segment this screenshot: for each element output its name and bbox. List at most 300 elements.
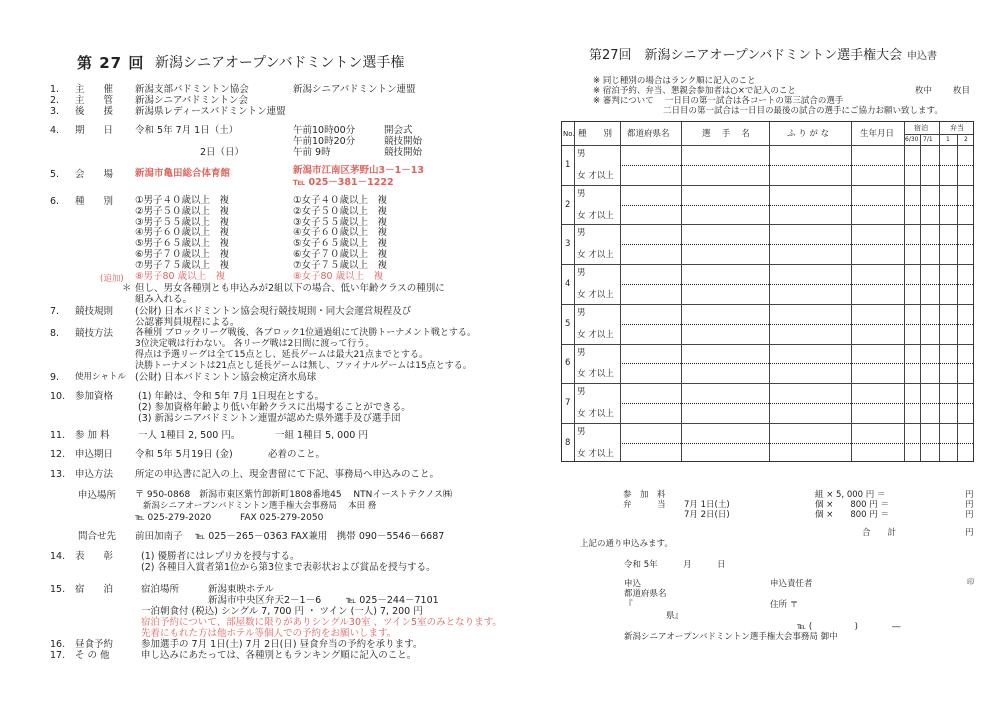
bento-day2-input[interactable] — [957, 185, 975, 205]
hotel-price: 一泊朝食付 (税込) シングル 7, 700 円 ・ ツイン (一人) 7, 200 円 — [141, 606, 423, 617]
birthdate-input[interactable] — [851, 423, 904, 443]
bento-day1-unit: 円 — [965, 500, 974, 510]
bento-day2-input[interactable] — [957, 344, 975, 364]
entry-row — [562, 383, 973, 423]
bento-day2-unit: 円 — [965, 510, 974, 520]
row-number: 7 — [565, 398, 571, 409]
prefecture-input[interactable] — [620, 205, 681, 225]
birthdate-input[interactable] — [851, 244, 904, 264]
lodging-0630-input[interactable] — [904, 423, 920, 443]
rules-line: 公認審判員規程による。 — [135, 317, 240, 328]
instruction: ※ 宿泊予約、弁当、懇親会参加者は○×で記入のこと — [593, 86, 796, 96]
hotel-address: 新潟市中央区弁天2－1－6 — [208, 595, 322, 606]
item-num: 8. — [50, 328, 60, 339]
row-number: 6 — [565, 358, 571, 369]
other-note: 申し込みにあたっては、各種別ともランキング順に記入のこと。 — [141, 650, 417, 661]
bento-day2-input[interactable] — [957, 145, 975, 165]
entry-row — [562, 264, 973, 304]
application-place-label: 申込場所 — [78, 490, 117, 501]
bento-day2-input[interactable] — [957, 363, 975, 383]
lodging-0630-input[interactable] — [904, 344, 920, 364]
male-label: 男 — [577, 347, 586, 358]
event: 競技開始 — [384, 136, 423, 147]
header-lodging: 宿泊 — [914, 124, 928, 132]
organizer-2: 新潟シニアバドミントン連盟 — [293, 84, 416, 95]
hotel-name: 新潟東映ホテル — [208, 584, 275, 595]
lodging-0701-input[interactable] — [920, 403, 939, 423]
header-bento-day2: 2 — [964, 136, 968, 143]
furigana-input[interactable] — [769, 383, 851, 403]
instruction-continued: 二日目の第一試合は一日目の最後の試合の選手にご協力お願い致します。 — [663, 106, 943, 116]
bento-day2-input[interactable] — [957, 383, 975, 403]
item-num: 15. — [50, 584, 66, 595]
lodging-0630-input[interactable] — [904, 165, 920, 185]
category: ⑥女子７０歳以上 複 — [293, 248, 388, 260]
entry-fee-calc: 組 × 5, 000 円 ＝ — [815, 490, 886, 500]
bento-day1-input[interactable] — [939, 324, 957, 344]
male-label: 男 — [577, 149, 586, 159]
bento-day1-input[interactable] — [939, 363, 957, 383]
added-label: (追加) — [100, 274, 124, 284]
item-label: 使用シャトル — [75, 372, 126, 382]
birthdate-input[interactable] — [851, 185, 904, 205]
event: 開会式 — [384, 125, 413, 136]
male-label: 男 — [577, 268, 586, 279]
category: ②女子５０歳以上 複 — [293, 205, 388, 217]
item-label: 競技方法 — [75, 328, 114, 339]
entry-row — [562, 224, 973, 264]
event: 競技開始 — [384, 147, 423, 158]
instruction: ※ 審判について 一日目の第一試合は各コートの第三試合の選手 — [593, 96, 844, 106]
category: ④男子６０歳以上 複 — [135, 227, 230, 239]
player-name-input[interactable] — [681, 443, 769, 463]
prefecture-input[interactable] — [620, 403, 681, 423]
header-bento-day1: 1 — [946, 136, 950, 143]
item-label: 表 彰 — [75, 551, 114, 562]
prefecture-input[interactable] — [620, 443, 681, 463]
header-lodging-0701: 7/1 — [923, 136, 933, 143]
player-name-input[interactable] — [681, 403, 769, 423]
header-bento: 弁当 — [950, 124, 964, 132]
item-label: 参加資格 — [75, 391, 114, 402]
item-label: 競技規則 — [75, 306, 114, 317]
prefecture-input[interactable] — [620, 324, 681, 344]
method-line: 決勝トーナメントは21点とし延長ゲームは無し、ファイナルゲームは15点とする。 — [135, 361, 472, 371]
instruction: ※ 同じ種別の場合はランク順に記入のこと — [593, 76, 756, 86]
entry-table — [561, 121, 974, 462]
birthdate-input[interactable] — [851, 443, 904, 463]
application-tel: ℡ 025-279-2020 — [135, 513, 212, 523]
bento-day1-input[interactable] — [939, 244, 957, 264]
bento-day2-input[interactable] — [957, 284, 975, 304]
bento-day1-input[interactable] — [939, 403, 957, 423]
male-label: 男 — [577, 426, 586, 437]
prefecture-input[interactable] — [620, 185, 681, 205]
lodging-0630-input[interactable] — [904, 264, 920, 284]
entry-row — [562, 423, 973, 463]
bento-day2-input[interactable] — [957, 244, 975, 264]
bento-day1-input[interactable] — [939, 205, 957, 225]
bento-day2-input[interactable] — [957, 423, 975, 443]
category: ③男子５５歳以上 複 — [135, 216, 230, 228]
category: ①男子４０歳以上 複 — [135, 195, 230, 206]
lodging-0630-input[interactable] — [904, 185, 920, 205]
addressee: 新潟シニアオープンバドミントン選手権大会事務局 御中 — [624, 632, 838, 642]
lodging-0630-input[interactable] — [904, 324, 920, 344]
bento-day2-input[interactable] — [957, 403, 975, 423]
birthdate-input[interactable] — [851, 224, 904, 244]
venue: 新潟市亀田総合体育館 — [135, 168, 231, 179]
furigana-input[interactable] — [769, 403, 851, 423]
header-birthdate: 生年月日 — [860, 129, 895, 139]
lodging-0701-input[interactable] — [920, 244, 939, 264]
time: 午前10時00分 — [293, 125, 356, 136]
furigana-input[interactable] — [769, 443, 851, 463]
female-age-label: 女 才以上 — [577, 170, 614, 181]
entry-row — [562, 304, 973, 344]
item-num: 9. — [50, 372, 60, 383]
female-age-label: 女 才以上 — [577, 329, 614, 340]
total-label: 合 計 — [862, 528, 897, 538]
phone-field: ℡ ( ) ― — [797, 622, 901, 632]
entry-fee-unit: 円 — [965, 490, 974, 500]
player-name-input[interactable] — [681, 344, 769, 364]
birthdate-input[interactable] — [851, 403, 904, 423]
seal-mark: 印 — [967, 578, 974, 586]
birthdate-input[interactable] — [851, 344, 904, 364]
birthdate-input[interactable] — [851, 165, 904, 185]
lunch-reservation: 参加選手の 7月 1日(土) 7月 2日(日) 昼食弁当の予約を承ります。 — [141, 639, 423, 650]
lodging-notice-2: 先着にもれた方は他ホテル等個人での予約をお願いします。 — [141, 628, 397, 639]
birthdate-input[interactable] — [851, 363, 904, 383]
birthdate-input[interactable] — [851, 324, 904, 344]
lodging-0630-input[interactable] — [904, 205, 920, 225]
item-label: 申込方法 — [75, 469, 114, 480]
bento-day1-input[interactable] — [939, 344, 957, 364]
lodging-0701-input[interactable] — [920, 264, 939, 284]
furigana-input[interactable] — [769, 224, 851, 244]
category-note: 但し、男女各種別とも申込みが2組以下の場合、低い年齢クラスの種別に — [135, 283, 445, 294]
furigana-input[interactable] — [769, 304, 851, 324]
men-categories — [135, 196, 229, 272]
furigana-input[interactable] — [769, 344, 851, 364]
venue-tel: ℡ 025－381－1222 — [293, 177, 394, 188]
prefecture-input[interactable] — [620, 244, 681, 264]
lodging-0701-input[interactable] — [920, 324, 939, 344]
row-number: 1 — [565, 159, 571, 170]
lodging-0630-input[interactable] — [904, 363, 920, 383]
prefecture-input[interactable] — [620, 165, 681, 185]
item-num: 2. — [50, 95, 60, 106]
application-office: 新潟シニアオープンバドミントン選手権大会事務局 本田 務 — [143, 501, 377, 511]
furigana-input[interactable] — [769, 423, 851, 443]
rules-line: (公財) 日本バドミントン協会現行競技規則・同大会運営規程及び — [135, 306, 412, 317]
time: 午前10時20分 — [293, 136, 356, 147]
player-name-input[interactable] — [681, 224, 769, 244]
bento-day2-input[interactable] — [957, 443, 975, 463]
item-label: 会 場 — [75, 169, 114, 180]
player-name-input[interactable] — [681, 145, 769, 165]
added-women-category: ⑧女子80 歳以上 複 — [293, 271, 384, 282]
lodging-0701-input[interactable] — [920, 344, 939, 364]
item-label: 宿 泊 — [75, 584, 114, 595]
item-label: 昼食予約 — [75, 639, 114, 650]
responsible-person-label: 申込責任者 — [770, 579, 813, 589]
player-name-input[interactable] — [681, 304, 769, 324]
furigana-input[interactable] — [769, 145, 851, 165]
prefecture-input[interactable] — [620, 363, 681, 383]
bento-day2-input[interactable] — [957, 205, 975, 225]
bento-day1-calc: 個 × 800 円 ＝ — [815, 500, 889, 510]
player-name-input[interactable] — [681, 244, 769, 264]
prefecture-input[interactable] — [620, 304, 681, 324]
category: ⑦男子７５歳以上 複 — [135, 259, 230, 271]
furigana-input[interactable] — [769, 264, 851, 284]
application-statement: 上記の通り申込みます。 — [580, 539, 673, 549]
female-age-label: 女 才以上 — [577, 369, 614, 380]
entry-row — [562, 145, 973, 185]
item-label: 期 日 — [75, 125, 114, 136]
lodging-notice: 宿泊予約について、部屋数に限りがありシングル30室 、ツイン5室のみとなります。 — [141, 617, 502, 628]
bento-day2-input[interactable] — [957, 304, 975, 324]
eligibility-line: (1) 年齢は、令和 5年 7月 1日現在とする。 — [138, 391, 325, 402]
item-num: 12. — [50, 449, 66, 460]
item-num: 1. — [50, 84, 60, 95]
prefecture-input[interactable] — [620, 383, 681, 403]
male-label: 男 — [577, 307, 586, 318]
category: ②男子５０歳以上 複 — [135, 205, 230, 217]
player-name-input[interactable] — [681, 423, 769, 443]
header-category: 種 別 — [578, 129, 613, 139]
item-num: 17. — [50, 650, 66, 661]
form-title: 第27回 新潟シニアオープンバドミントン選手権大会 — [589, 48, 903, 63]
lodging-0701-input[interactable] — [920, 383, 939, 403]
bento-day1: 7月 1日(土) — [684, 500, 730, 510]
lodging-0701-input[interactable] — [920, 185, 939, 205]
bento-day1-input[interactable] — [939, 224, 957, 244]
furigana-input[interactable] — [769, 244, 851, 264]
form-title-suffix: 申込書 — [907, 51, 937, 62]
date-day1: 令和 5年 7月 1日（土） — [135, 125, 239, 136]
fee-pair: 一組 1種目 5, 000 円 — [275, 430, 368, 441]
lodging-0630-input[interactable] — [904, 284, 920, 304]
deadline: 令和 5年 5月19日 (金) — [135, 449, 233, 460]
method-line: 3位決定戦は行わない。 各リーグ戦は2日間に渡って行う。 — [135, 339, 375, 349]
item-num: 5. — [50, 169, 60, 180]
item-label: そ の 他 — [75, 650, 110, 661]
row-number: 3 — [565, 239, 571, 250]
item-num: 3. — [50, 106, 60, 117]
player-name-input[interactable] — [681, 324, 769, 344]
prefecture-input[interactable] — [620, 145, 681, 165]
eligibility-line: (3) 新潟シニアバドミントン連盟が認めた県外選手及び選手団 — [138, 413, 401, 424]
prefecture-input[interactable] — [620, 284, 681, 304]
fee-single: 一人 1種目 2, 500 円。 — [138, 430, 241, 441]
player-name-input[interactable] — [681, 165, 769, 185]
bento-day2-input[interactable] — [957, 165, 975, 185]
tournament-edition: 第 27 回 — [77, 54, 145, 72]
item-num: 4. — [50, 125, 60, 136]
category: ⑤女子６５歳以上 複 — [293, 238, 388, 250]
award-line: (1) 優勝者にはレプリカを授与する。 — [141, 551, 300, 562]
row-number: 2 — [565, 199, 571, 210]
row-number: 8 — [565, 437, 571, 448]
category: ⑤男子６５歳以上 複 — [135, 238, 230, 250]
time: 午前 9時 — [293, 147, 331, 158]
furigana-input[interactable] — [769, 363, 851, 383]
total-unit: 円 — [965, 528, 974, 538]
lodging-0701-input[interactable] — [920, 443, 939, 463]
lodging-0701-input[interactable] — [920, 304, 939, 324]
row-number: 5 — [565, 318, 571, 329]
address-label: 住所 〒 — [770, 600, 799, 610]
lodging-place-label: 宿泊場所 — [141, 584, 180, 595]
item-label: 後 援 — [75, 106, 114, 117]
player-name-input[interactable] — [681, 284, 769, 304]
bento-label: 弁 当 — [623, 500, 666, 510]
method-line: 得点は予選リーグは全て15点とし、延長ゲームは最大21点までとする。 — [135, 350, 428, 360]
prefecture-input[interactable] — [620, 344, 681, 364]
manager: 新潟シニアバドミントン会 — [135, 95, 249, 106]
lodging-0701-input[interactable] — [920, 224, 939, 244]
application-address: 〒 950-0868 新潟市東区紫竹卸新町1808番地45 NTNイーストテクノス㈱ — [135, 490, 453, 500]
furigana-input[interactable] — [769, 284, 851, 304]
entry-row — [562, 185, 973, 225]
contact-label: 問合せ先 — [78, 531, 117, 542]
furigana-input[interactable] — [769, 185, 851, 205]
female-age-label: 女 才以上 — [577, 409, 614, 420]
bento-day1-input[interactable] — [939, 423, 957, 443]
sheet-number-label: 枚目 — [953, 86, 971, 96]
prefecture-bracket-open: 『 — [624, 600, 633, 610]
item-num: 10. — [50, 391, 66, 402]
lodging-0701-input[interactable] — [920, 423, 939, 443]
lodging-0630-input[interactable] — [904, 403, 920, 423]
category: ③女子５５歳以上 複 — [293, 216, 388, 228]
female-age-label: 女 才以上 — [577, 289, 614, 300]
note-mark: ＊ — [122, 283, 132, 294]
bento-day2-input[interactable] — [957, 324, 975, 344]
female-age-label: 女 才以上 — [577, 250, 614, 261]
header-no: No. — [563, 130, 575, 138]
award-line: (2) 各種目入賞者第1位から第3位まで表彰状および賞品を授与する。 — [141, 562, 436, 573]
bento-day1-input[interactable] — [939, 383, 957, 403]
item-label: 種 別 — [75, 196, 114, 207]
bento-day1-input[interactable] — [939, 264, 957, 284]
lodging-0630-input[interactable] — [904, 244, 920, 264]
hotel-tel: ℡ 025－244－7101 — [346, 595, 439, 606]
player-name-input[interactable] — [681, 185, 769, 205]
added-men-category: ⑧男子80 歳以上 複 — [135, 271, 226, 282]
bento-day1-input[interactable] — [939, 284, 957, 304]
eligibility-line: (2) 参加資格年齢より低い年齢クラスに出場することができる。 — [138, 402, 411, 413]
organizer: 新潟支部バドミントン協会 — [135, 84, 249, 95]
furigana-input[interactable] — [769, 205, 851, 225]
bento-day1-input[interactable] — [939, 145, 957, 165]
prefecture-bracket-close: 県』 — [666, 611, 684, 621]
item-num: 14. — [50, 551, 66, 562]
bento-day2-input[interactable] — [957, 224, 975, 244]
tournament-title: 新潟シニアオープンバドミントン選手権 — [155, 55, 405, 71]
row-number: 4 — [565, 278, 571, 289]
birthdate-input[interactable] — [851, 145, 904, 165]
item-label: 主 催 — [75, 84, 114, 95]
lodging-0630-input[interactable] — [904, 443, 920, 463]
item-label: 主 管 — [75, 95, 114, 106]
item-num: 6. — [50, 196, 60, 207]
male-label: 男 — [577, 387, 586, 398]
item-label: 申込期日 — [75, 449, 114, 460]
player-name-input[interactable] — [681, 205, 769, 225]
female-age-label: 女 才以上 — [577, 448, 614, 459]
bento-day1-input[interactable] — [939, 443, 957, 463]
bento-day1-input[interactable] — [939, 304, 957, 324]
application-fax: FAX 025-279-2050 — [240, 513, 324, 523]
item-label: 参 加 料 — [75, 430, 110, 441]
birthdate-input[interactable] — [851, 264, 904, 284]
player-name-input[interactable] — [681, 363, 769, 383]
lodging-0701-input[interactable] — [920, 205, 939, 225]
prefecture-label: 都道府県名 — [624, 589, 667, 599]
bento-day2-input[interactable] — [957, 264, 975, 284]
category: ④女子６０歳以上 複 — [293, 227, 388, 239]
category: ⑥男子７０歳以上 複 — [135, 248, 230, 260]
furigana-input[interactable] — [769, 324, 851, 344]
category: ①女子４０歳以上 複 — [293, 195, 388, 206]
prefecture-input[interactable] — [620, 224, 681, 244]
item-num: 11. — [50, 430, 66, 441]
birthdate-input[interactable] — [851, 304, 904, 324]
bento-day1-input[interactable] — [939, 165, 957, 185]
item-num: 16. — [50, 639, 66, 650]
method-line: 各種別 ブロックリーグ戦後、各ブロック1位通過組にて決勝トーナメント戦とする。 — [135, 328, 476, 338]
bento-day2-calc: 個 × 800 円 ＝ — [815, 510, 889, 520]
prefecture-input[interactable] — [620, 264, 681, 284]
lodging-0701-input[interactable] — [920, 363, 939, 383]
lodging-0630-input[interactable] — [904, 304, 920, 324]
item-num: 13. — [50, 469, 66, 480]
venue-address: 新潟市江南区茅野山3－1－13 — [293, 165, 424, 176]
sheet-count-label: 枚中 — [915, 86, 933, 96]
application-method: 所定の申込書に記入の上、現金書留にて下記、事務局へ申込みのこと。 — [135, 469, 440, 480]
birthdate-input[interactable] — [851, 205, 904, 225]
entry-fee-label: 参 加 料 — [623, 490, 666, 500]
header-prefecture: 都道府県名 — [627, 129, 670, 139]
applicant-label: 申込 — [624, 579, 642, 589]
lodging-0701-input[interactable] — [920, 165, 939, 185]
lodging-0701-input[interactable] — [920, 145, 939, 165]
header-lodging-0630: 6/30 — [905, 136, 919, 143]
bento-day1-input[interactable] — [939, 185, 957, 205]
lodging-0630-input[interactable] — [904, 383, 920, 403]
lodging-0701-input[interactable] — [920, 284, 939, 304]
bento-day2: 7月 2日(日) — [684, 510, 730, 520]
birthdate-input[interactable] — [851, 284, 904, 304]
lodging-0630-input[interactable] — [904, 145, 920, 165]
lodging-0630-input[interactable] — [904, 224, 920, 244]
header-player-name: 選 手 名 — [702, 129, 750, 139]
prefecture-input[interactable] — [620, 423, 681, 443]
furigana-input[interactable] — [769, 165, 851, 185]
player-name-input[interactable] — [681, 383, 769, 403]
supporter: 新潟県レディースバドミントン連盟 — [135, 106, 286, 117]
women-categories — [293, 196, 387, 272]
birthdate-input[interactable] — [851, 383, 904, 403]
entry-row — [562, 344, 973, 384]
player-name-input[interactable] — [681, 264, 769, 284]
deadline-note: 必着のこと。 — [268, 449, 326, 460]
date-day2: 2日（日） — [200, 147, 245, 158]
